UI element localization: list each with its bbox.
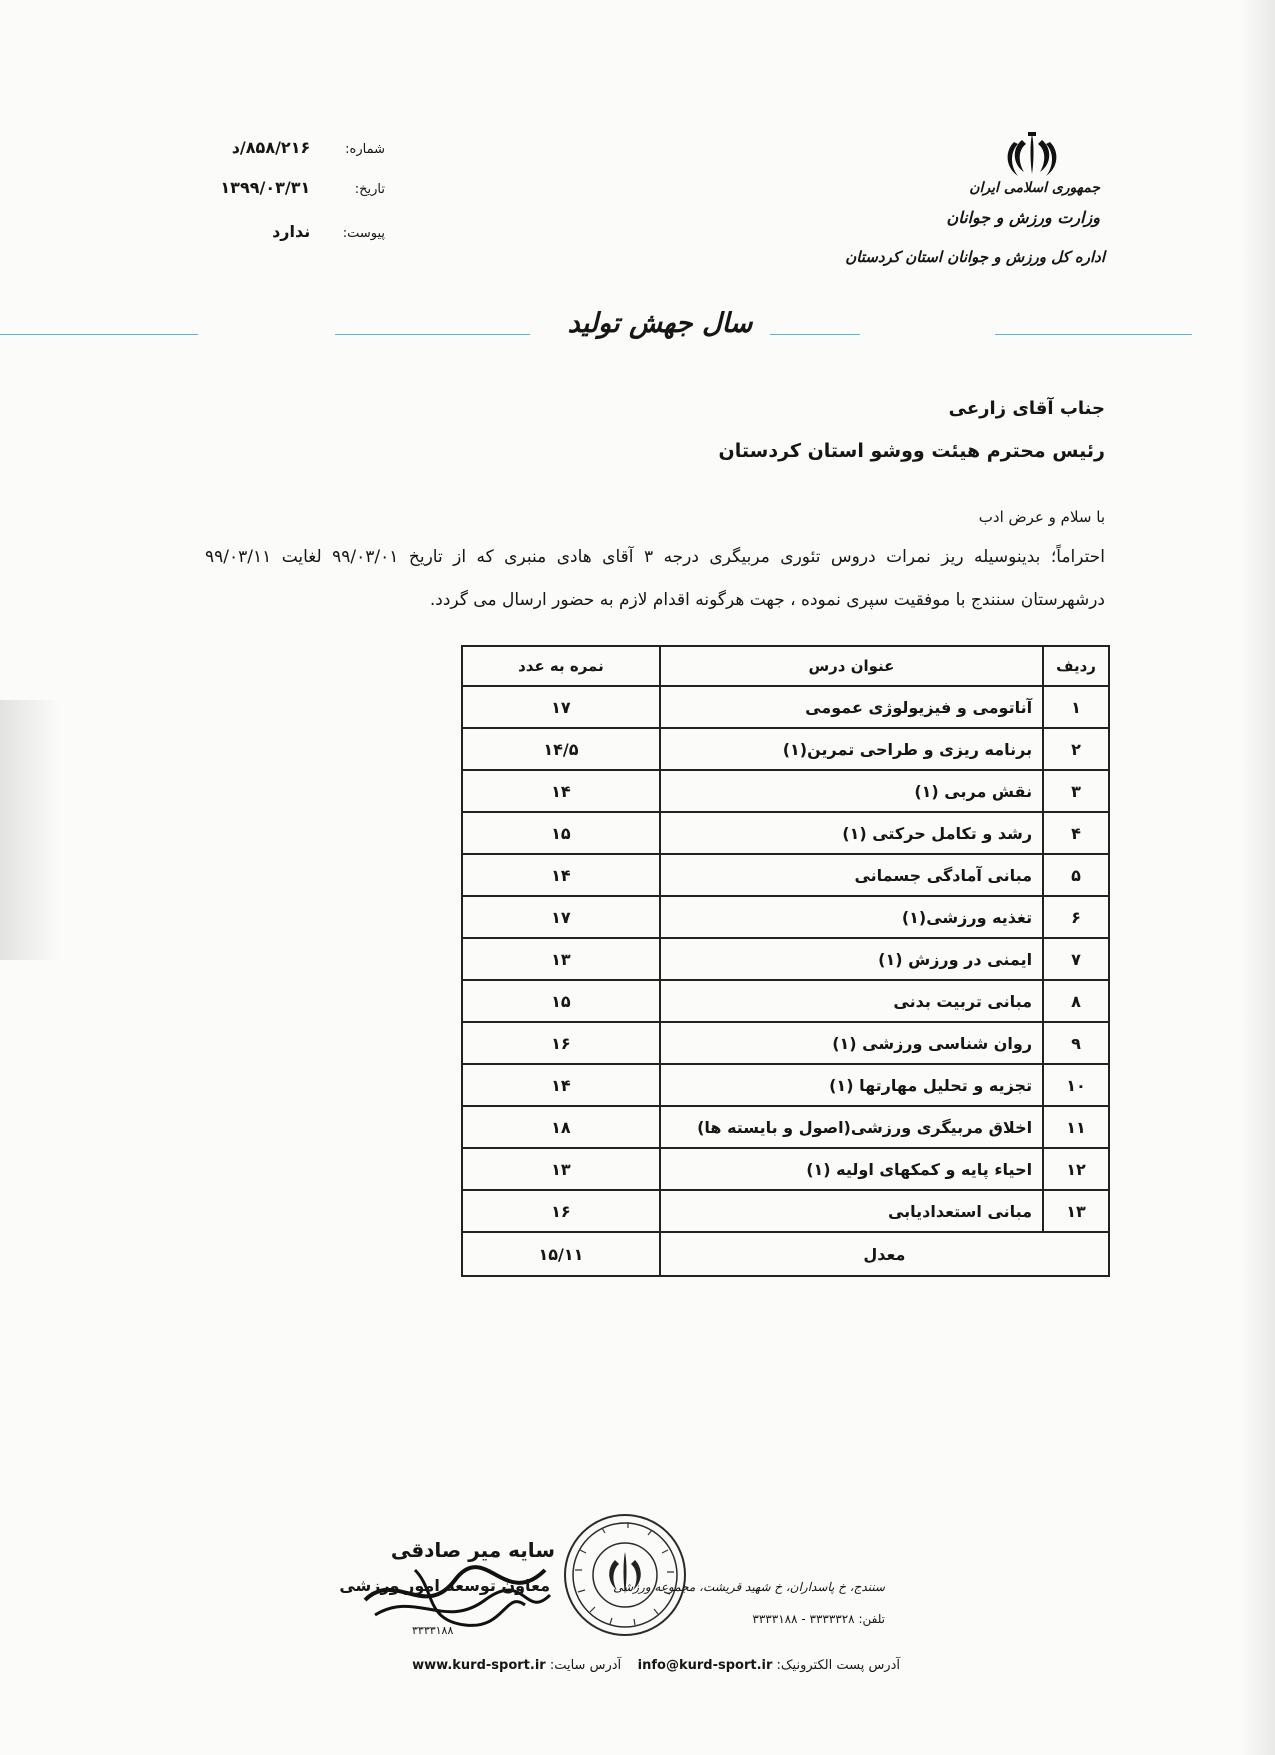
row-grade: ۱۴ [462, 1064, 660, 1106]
row-index: ۲ [1043, 728, 1109, 770]
table-row [462, 770, 1109, 812]
letterhead-country: جمهوری اسلامی ایران [969, 180, 1100, 196]
row-grade: ۱۵ [462, 980, 660, 1022]
row-grade: ۱۵ [462, 812, 660, 854]
footer-contact [380, 1658, 900, 1673]
table-header-row [462, 646, 1109, 686]
row-title: مبانی تربیت بدنی [660, 980, 1043, 1022]
row-grade: ۱۴ [462, 770, 660, 812]
row-index: ۱۰ [1043, 1064, 1109, 1106]
row-index: ۹ [1043, 1022, 1109, 1064]
letter-number-label: شماره: [345, 142, 385, 157]
letter-attachment [195, 222, 385, 241]
row-index: ۱۱ [1043, 1106, 1109, 1148]
table-row [462, 728, 1109, 770]
row-title: برنامه ریزی و طراحی تمرین(۱) [660, 728, 1043, 770]
table-row [462, 1064, 1109, 1106]
grades-table [461, 645, 1110, 1277]
greeting: با سلام و عرض ادب [978, 508, 1105, 526]
total-label: معدل [660, 1232, 1109, 1276]
letterhead-ministry: وزارت ورزش و جوانان [946, 208, 1100, 227]
row-index: ۷ [1043, 938, 1109, 980]
year-slogan: سال جهش تولید [567, 308, 753, 339]
letter-number [195, 138, 385, 157]
header-title: عنوان درس [660, 646, 1043, 686]
letter-number-value: ۸۵۸/۲۱۶/د [231, 138, 311, 157]
row-title: احیاء پایه و کمکهای اولیه (۱) [660, 1148, 1043, 1190]
letter-attachment-label: پیوست: [342, 226, 385, 241]
header-grade: نمره به عدد [462, 646, 660, 686]
table-row [462, 1022, 1109, 1064]
row-grade: ۱۳ [462, 1148, 660, 1190]
site-label: آدرس سایت: [549, 1658, 622, 1673]
iran-emblem-icon [1000, 130, 1064, 182]
row-title: مبانی استعدادیابی [660, 1190, 1043, 1232]
row-title: مبانی آمادگی جسمانی [660, 854, 1043, 896]
row-title: ایمنی در ورزش (۱) [660, 938, 1043, 980]
row-index: ۱۳ [1043, 1190, 1109, 1232]
row-title: تجزیه و تحلیل مهارتها (۱) [660, 1064, 1043, 1106]
row-title: رشد و تکامل حرکتی (۱) [660, 812, 1043, 854]
row-index: ۴ [1043, 812, 1109, 854]
row-grade: ۱۷ [462, 896, 660, 938]
official-stamp [560, 1510, 690, 1640]
paper-edge-shadow [1241, 0, 1275, 1755]
table-total-row [462, 1232, 1109, 1276]
table-row [462, 896, 1109, 938]
header-rule [995, 334, 1192, 335]
footer-address: سنندج، خ پاسداران، خ شهید قریشت، مجموعه ورزشی [613, 1580, 885, 1594]
row-grade: ۱۶ [462, 1190, 660, 1232]
row-grade: ۱۸ [462, 1106, 660, 1148]
header-rule [770, 334, 860, 335]
table-row [462, 1148, 1109, 1190]
letter-date-label: تاریخ: [354, 182, 385, 197]
table-row [462, 1190, 1109, 1232]
paper-fold-shadow [0, 700, 60, 960]
site-link[interactable]: www.kurd-sport.ir [412, 1658, 546, 1673]
row-title: نقش مربی (۱) [660, 770, 1043, 812]
header-rule [335, 334, 530, 335]
signer-name: سایه میر صادقی [390, 1538, 555, 1562]
email-link[interactable]: info@kurd-sport.ir [637, 1658, 773, 1673]
letter-date-value: ۱۳۹۹/۰۳/۳۱ [220, 178, 311, 197]
addressee-name: جناب آقای زارعی [948, 398, 1105, 419]
row-index: ۳ [1043, 770, 1109, 812]
row-index: ۱۲ [1043, 1148, 1109, 1190]
row-title: روان شناسی ورزشی (۱) [660, 1022, 1043, 1064]
row-title: تغذیه ورزشی(۱) [660, 896, 1043, 938]
table-row [462, 812, 1109, 854]
table-row [462, 980, 1109, 1022]
row-grade: ۱۴ [462, 854, 660, 896]
table-row [462, 686, 1109, 728]
email-label: آدرس پست الکترونیک: [776, 1658, 900, 1673]
row-title: آناتومی و فیزیولوژی عمومی [660, 686, 1043, 728]
letter-date [195, 178, 385, 197]
row-index: ۸ [1043, 980, 1109, 1022]
letter-body: احتراماً؛ بدینوسیله ریز نمرات دروس تئوری مربیگری درجه ۳ آقای هادی منبری که از تاریخ ۹۹/۰۳/۰۱ لغایت ۹۹/۰۳/۱۱ درشهرستان سنندج با موفقیت سپری نموده ، جهت هرگونه اقدام لازم به حضور ارسال می گردد. [205, 547, 1106, 610]
row-grade: ۱۳ [462, 938, 660, 980]
table-row [462, 1106, 1109, 1148]
letter-attachment-value: ندارد [272, 222, 311, 241]
row-index: ۱ [1043, 686, 1109, 728]
row-index: ۵ [1043, 854, 1109, 896]
row-grade: ۱۶ [462, 1022, 660, 1064]
addressee-title: رئیس محترم هیئت ووشو استان کردستان [718, 440, 1105, 462]
header-index: ردیف [1043, 646, 1109, 686]
table-row [462, 938, 1109, 980]
letterhead-office: اداره کل ورزش و جوانان استان کردستان [845, 248, 1105, 266]
footer-phone: تلفن: ۳۳۳۳۳۲۸ - ۳۳۳۳۱۸۸ [752, 1612, 885, 1626]
row-index: ۶ [1043, 896, 1109, 938]
row-title: اخلاق مربیگری ورزشی(اصول و بایسته ها) [660, 1106, 1043, 1148]
row-grade: ۱۷ [462, 686, 660, 728]
table-row [462, 854, 1109, 896]
total-value: ۱۵/۱۱ [462, 1232, 660, 1276]
signer-role: معاون توسعه امور ورزشی [339, 1576, 550, 1595]
footer-phone-left: ۳۳۳۳۱۸۸ [412, 1624, 454, 1637]
header-rule [0, 334, 198, 335]
row-grade: ۱۴/۵ [462, 728, 660, 770]
